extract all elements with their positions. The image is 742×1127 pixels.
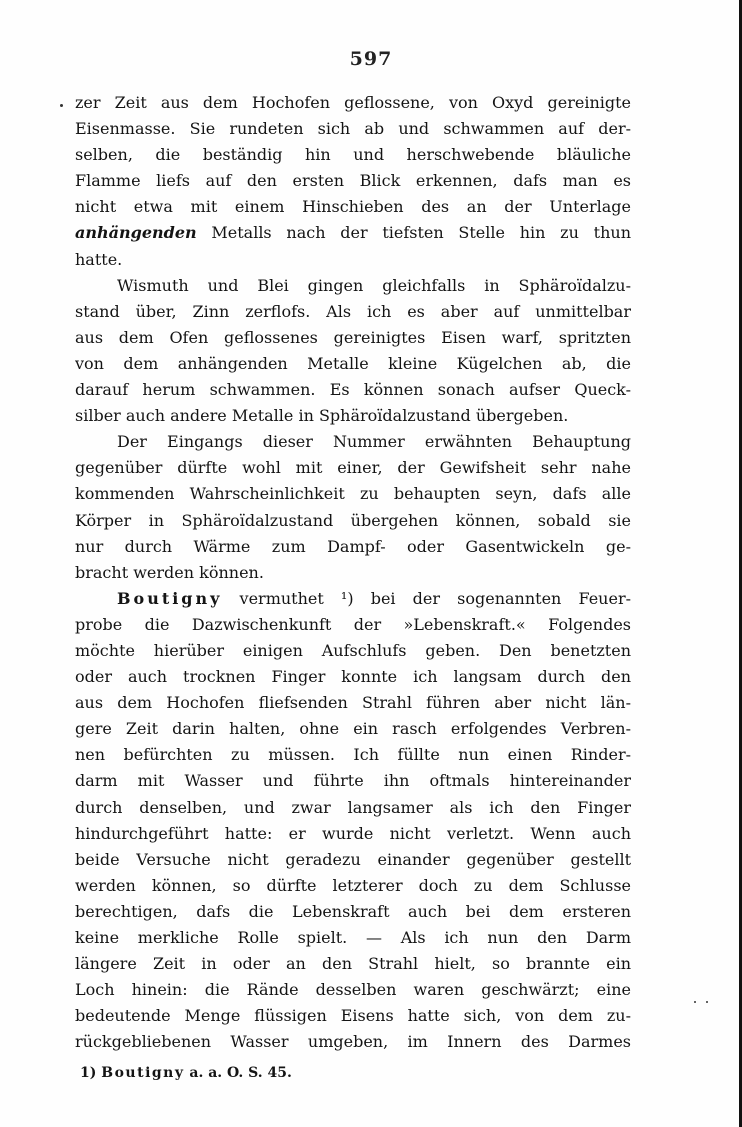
text-line: beide Versuche nicht geradezu einander gegenüber gestellt	[75, 849, 631, 869]
scan-speck	[694, 1001, 696, 1003]
text-line: darm mit Wasser und führte ihn oftmals hintereinander	[75, 771, 631, 791]
scan-speck	[706, 1001, 708, 1003]
text-line: durch denselben, und zwar langsamer als ich den Finger	[75, 797, 631, 817]
text-line: selben, die beständig hin und herschwebende bläuliche	[75, 145, 631, 165]
text-line: keine merkliche Rolle spielt. — Als ich nun den Darm	[75, 928, 631, 947]
text-line: Körper in Sphäroïdalzustand übergehen können, sobald sie	[75, 510, 631, 530]
text-line	[75, 586, 631, 612]
text-line: aus dem Ofen geflossenes gereinigtes Eisen warf, spritzten	[75, 327, 631, 347]
text-line: nen befürchten zu müssen. Ich füllte nun einen Rinder-	[75, 745, 631, 765]
text-line: kommenden Wahrscheinlichkeit zu behaupten seyn, dafs alle	[75, 484, 631, 504]
text-line: darauf herum schwammen. Es können sonach aufser Queck-	[75, 380, 631, 400]
text-line: hindurchgeführt hatte: er wurde nicht verletzt. Wenn auch	[75, 823, 631, 843]
body-text	[75, 90, 631, 1055]
text-line: gegenüber dürfte wohl mit einer, der Gewifsheit sehr nahe	[75, 458, 631, 478]
text-line: Eisenmasse. Sie rundeten sich ab und schwammen auf der-	[75, 119, 631, 139]
text-line: nur durch Wärme zum Dampf- oder Gasentwickeln ge-	[75, 536, 631, 556]
text-line: Flamme liefs auf den ersten Blick erkennen, dafs man es	[75, 171, 631, 191]
text-line: probe die Dazwischenkunft der »Lebenskraft.« Folgendes	[75, 614, 631, 634]
text-line: aus dem Hochofen fliefsenden Strahl führen aber nicht län-	[75, 693, 631, 713]
text-line: bedeutende Menge flüssigen Eisens hatte sich, von dem zu-	[75, 1006, 631, 1026]
text-line: oder auch trocknen Finger konnte ich langsam durch den	[75, 667, 631, 687]
footnote-author: Boutigny	[101, 1065, 185, 1081]
text-line: nicht etwa mit einem Hinschieben des an der Unterlage	[75, 197, 631, 217]
footnote	[80, 1065, 292, 1081]
text-line: stand über, Zinn zerflofs. Als ich es aber auf unmittelbar	[75, 301, 631, 321]
text-line: hatte.	[75, 249, 123, 269]
footnote-marker: 1)	[80, 1065, 97, 1081]
line-text: vermuthet ¹) bei der sogenannten Feuer-	[222, 588, 631, 608]
text-line: von dem anhängenden Metalle kleine Kügelchen ab, die	[75, 353, 631, 373]
text-line: werden können, so dürfte letzterer doch zu dem Schlusse	[75, 875, 631, 895]
text-line: zer Zeit aus dem Hochofen geflossene, von Oxyd gereinigte	[75, 93, 631, 112]
scan-speck	[60, 104, 63, 107]
text-line: silber auch andere Metalle in Sphäroïdalzustand übergeben.	[75, 406, 569, 426]
footnote-reference: a. a. O. S. 45.	[184, 1065, 292, 1081]
text-line: längere Zeit in oder an den Strahl hielt, so brannte ein	[75, 954, 631, 974]
text-line: rückgebliebenen Wasser umgeben, im Innern des Darmes	[75, 1032, 631, 1052]
text-line: berechtigen, dafs die Lebenskraft auch bei dem ersteren	[75, 901, 631, 921]
text-line	[75, 220, 631, 246]
text-line: bracht werden können.	[75, 562, 264, 582]
text-line: möchte hierüber einigen Aufschlufs geben. Den benetzten	[75, 640, 631, 660]
page-number: 597	[349, 48, 393, 70]
emphasized-word: anhängenden	[75, 223, 197, 243]
text-line: Loch hinein: die Rände desselben waren geschwärzt; eine	[75, 980, 631, 1000]
text-line: Wismuth und Blei gingen gleichfalls in Sphäroïdalzu-	[117, 275, 631, 295]
line-text: Metalls nach der tiefsten Stelle hin zu thun	[196, 223, 631, 243]
text-line: gere Zeit darin halten, ohne ein rasch erfolgendes Verbren-	[75, 719, 631, 739]
spaced-name: Boutigny	[117, 588, 223, 608]
text-line: Der Eingangs dieser Nummer erwähnten Behauptung	[117, 432, 631, 452]
